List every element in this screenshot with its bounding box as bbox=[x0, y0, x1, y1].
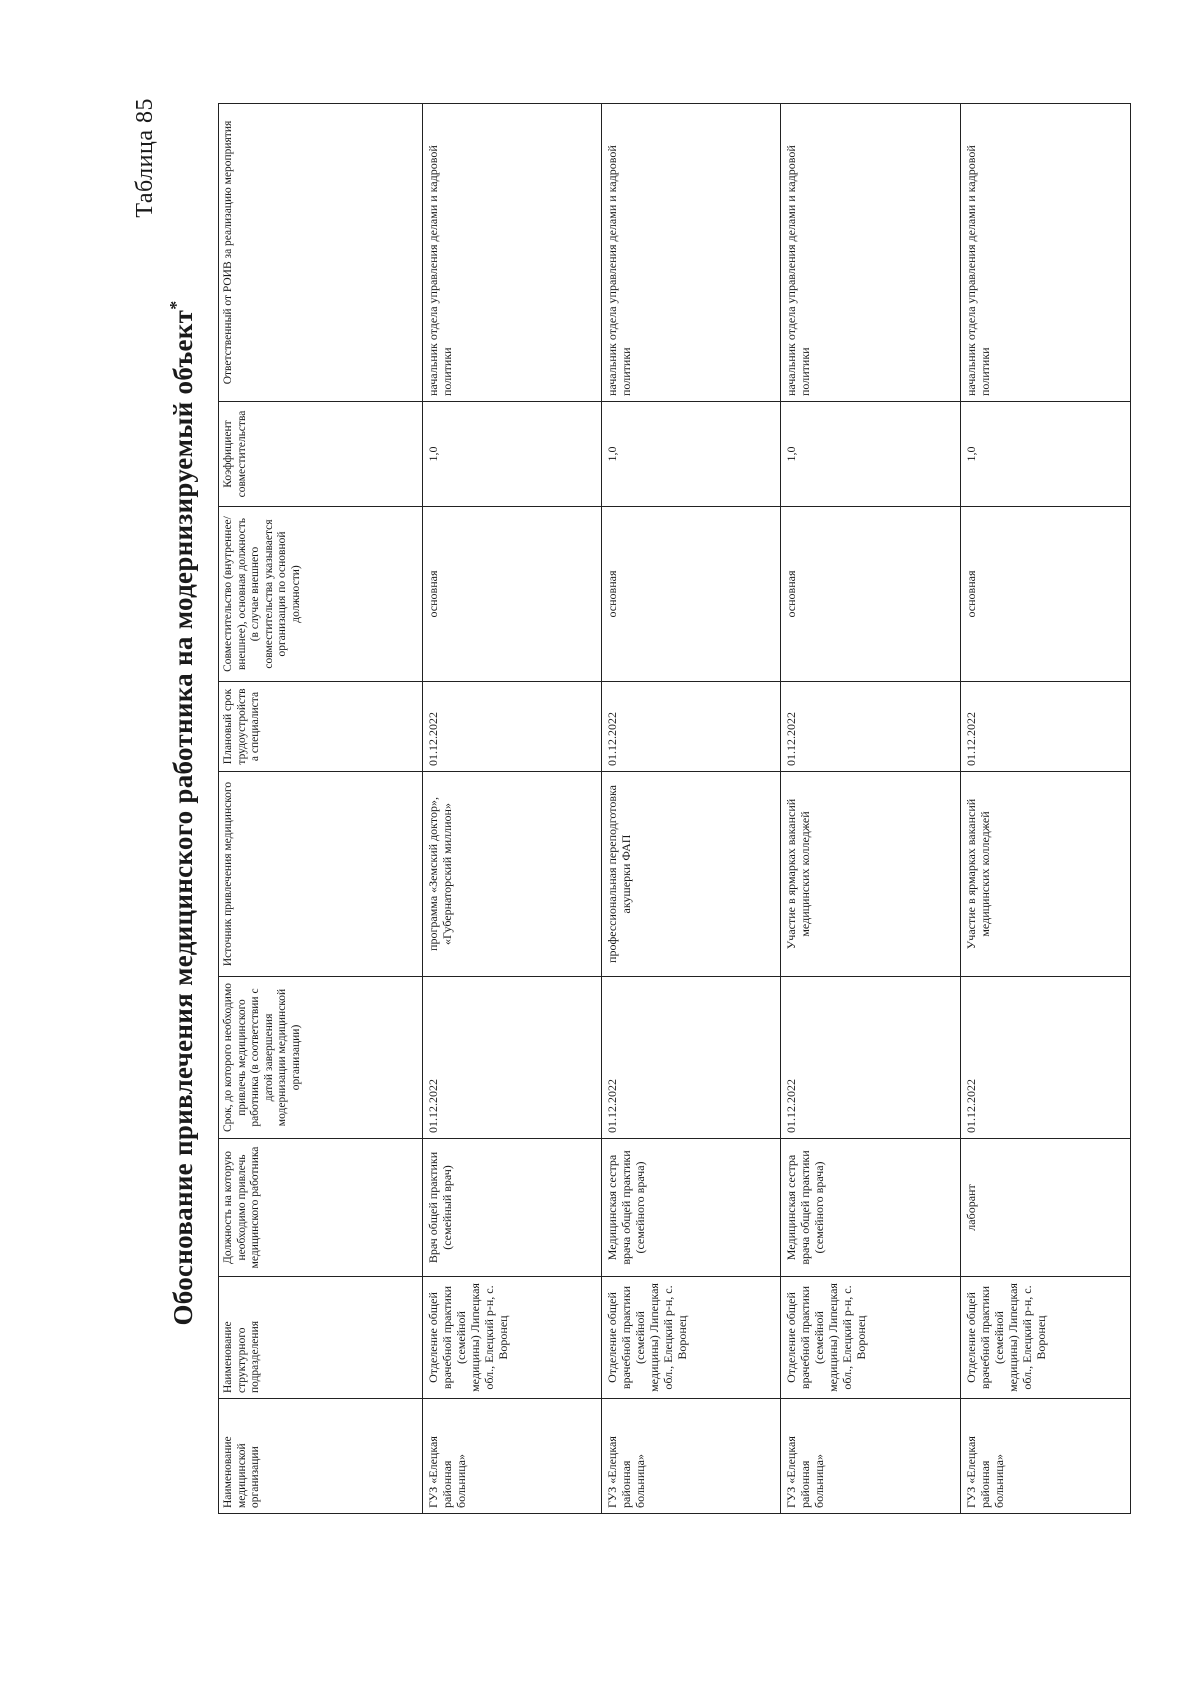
cell-combo: основная bbox=[960, 507, 1130, 682]
header-cell-source: Источник привлечения медицинского bbox=[219, 772, 423, 977]
cell-responsible: начальник отдела управления делами и кадровой политики bbox=[781, 104, 960, 402]
header-cell-coef: Коэффициент совместительства bbox=[219, 402, 423, 507]
table-row bbox=[781, 104, 960, 1514]
table-row bbox=[960, 104, 1130, 1514]
cell-unit: Отделение общей врачебной практики (семейной медицины) Липецкая обл., Елецкий р-н, с. Воронец bbox=[422, 1277, 601, 1399]
page-title bbox=[166, 98, 199, 1528]
cell-combo: основная bbox=[422, 507, 601, 682]
table-row bbox=[422, 104, 601, 1514]
cell-source: Участие в ярмарках вакансий медицинских колледжей bbox=[960, 772, 1130, 977]
cell-responsible: начальник отдела управления делами и кадровой политики bbox=[602, 104, 781, 402]
cell-source: программа «Земский доктор», «Губернаторский миллион» bbox=[422, 772, 601, 977]
cell-position: лаборант bbox=[960, 1139, 1130, 1277]
cell-responsible: начальник отдела управления делами и кадровой политики bbox=[960, 104, 1130, 402]
cell-deadline: 01.12.2022 bbox=[422, 977, 601, 1139]
cell-position: Медицинская сестра врача общей практики (семейного врача) bbox=[602, 1139, 781, 1277]
header-row bbox=[219, 104, 423, 1514]
cell-unit: Отделение общей врачебной практики (семейной медицины) Липецкая обл., Елецкий р-н, с. Воронец bbox=[781, 1277, 960, 1399]
cell-coef: 1,0 bbox=[422, 402, 601, 507]
staffing-table bbox=[218, 103, 1131, 1514]
cell-unit: Отделение общей врачебной практики (семейной медицины) Липецкая обл., Елецкий р-н, с. Воронец bbox=[602, 1277, 781, 1399]
cell-org: ГУЗ «Елецкая районная больница» bbox=[422, 1399, 601, 1514]
cell-org: ГУЗ «Елецкая районная больница» bbox=[602, 1399, 781, 1514]
cell-planned: 01.12.2022 bbox=[602, 682, 781, 772]
cell-combo: основная bbox=[602, 507, 781, 682]
table-row bbox=[602, 104, 781, 1514]
cell-position: Медицинская сестра врача общей практики (семейного врача) bbox=[781, 1139, 960, 1277]
header-cell-responsible: Ответственный от РОИВ за реализацию мероприятия bbox=[219, 104, 423, 402]
title-text: Обоснование привлечения медицинского работника на модернизируемый объект bbox=[168, 309, 198, 1326]
cell-source: Участие в ярмарках вакансий медицинских колледжей bbox=[781, 772, 960, 977]
cell-deadline: 01.12.2022 bbox=[602, 977, 781, 1139]
header-cell-combo: Совместительство (внутреннее/внешнее), основная должность (в случае внешнего совместительства указывается организация по основной должности) bbox=[219, 507, 423, 682]
rotated-landscape-content bbox=[130, 98, 1160, 1528]
cell-planned: 01.12.2022 bbox=[960, 682, 1130, 772]
cell-org: ГУЗ «Елецкая районная больница» bbox=[960, 1399, 1130, 1514]
cell-source: профессиональная переподготовка акушерки ФАП bbox=[602, 772, 781, 977]
cell-org: ГУЗ «Елецкая районная больница» bbox=[781, 1399, 960, 1514]
header-cell-org: Наименование медицинской организации bbox=[219, 1399, 423, 1514]
cell-coef: 1,0 bbox=[960, 402, 1130, 507]
table-number: Таблица 85 bbox=[132, 98, 158, 218]
cell-unit: Отделение общей врачебной практики (семейной медицины) Липецкая обл., Елецкий р-н, с. Воронец bbox=[960, 1277, 1130, 1399]
cell-deadline: 01.12.2022 bbox=[960, 977, 1130, 1139]
cell-combo: основная bbox=[781, 507, 960, 682]
header-cell-position: Должность на которую необходимо привлечь медицинского работника bbox=[219, 1139, 423, 1277]
cell-coef: 1,0 bbox=[602, 402, 781, 507]
header-cell-deadline: Срок, до которого необходимо привлечь медицинского работника (в соответствии с датой завершения модернизации медицинской организации) bbox=[219, 977, 423, 1139]
cell-planned: 01.12.2022 bbox=[422, 682, 601, 772]
cell-planned: 01.12.2022 bbox=[781, 682, 960, 772]
header-cell-unit: Наименование структурного подразделения bbox=[219, 1277, 423, 1399]
cell-deadline: 01.12.2022 bbox=[781, 977, 960, 1139]
cell-coef: 1,0 bbox=[781, 402, 960, 507]
cell-position: Врач общей практики (семейный врач) bbox=[422, 1139, 601, 1277]
cell-responsible: начальник отдела управления делами и кадровой политики bbox=[422, 104, 601, 402]
header-cell-planned: Плановый срок трудоустройства специалиста bbox=[219, 682, 423, 772]
title-footnote-mark: * bbox=[166, 300, 186, 310]
